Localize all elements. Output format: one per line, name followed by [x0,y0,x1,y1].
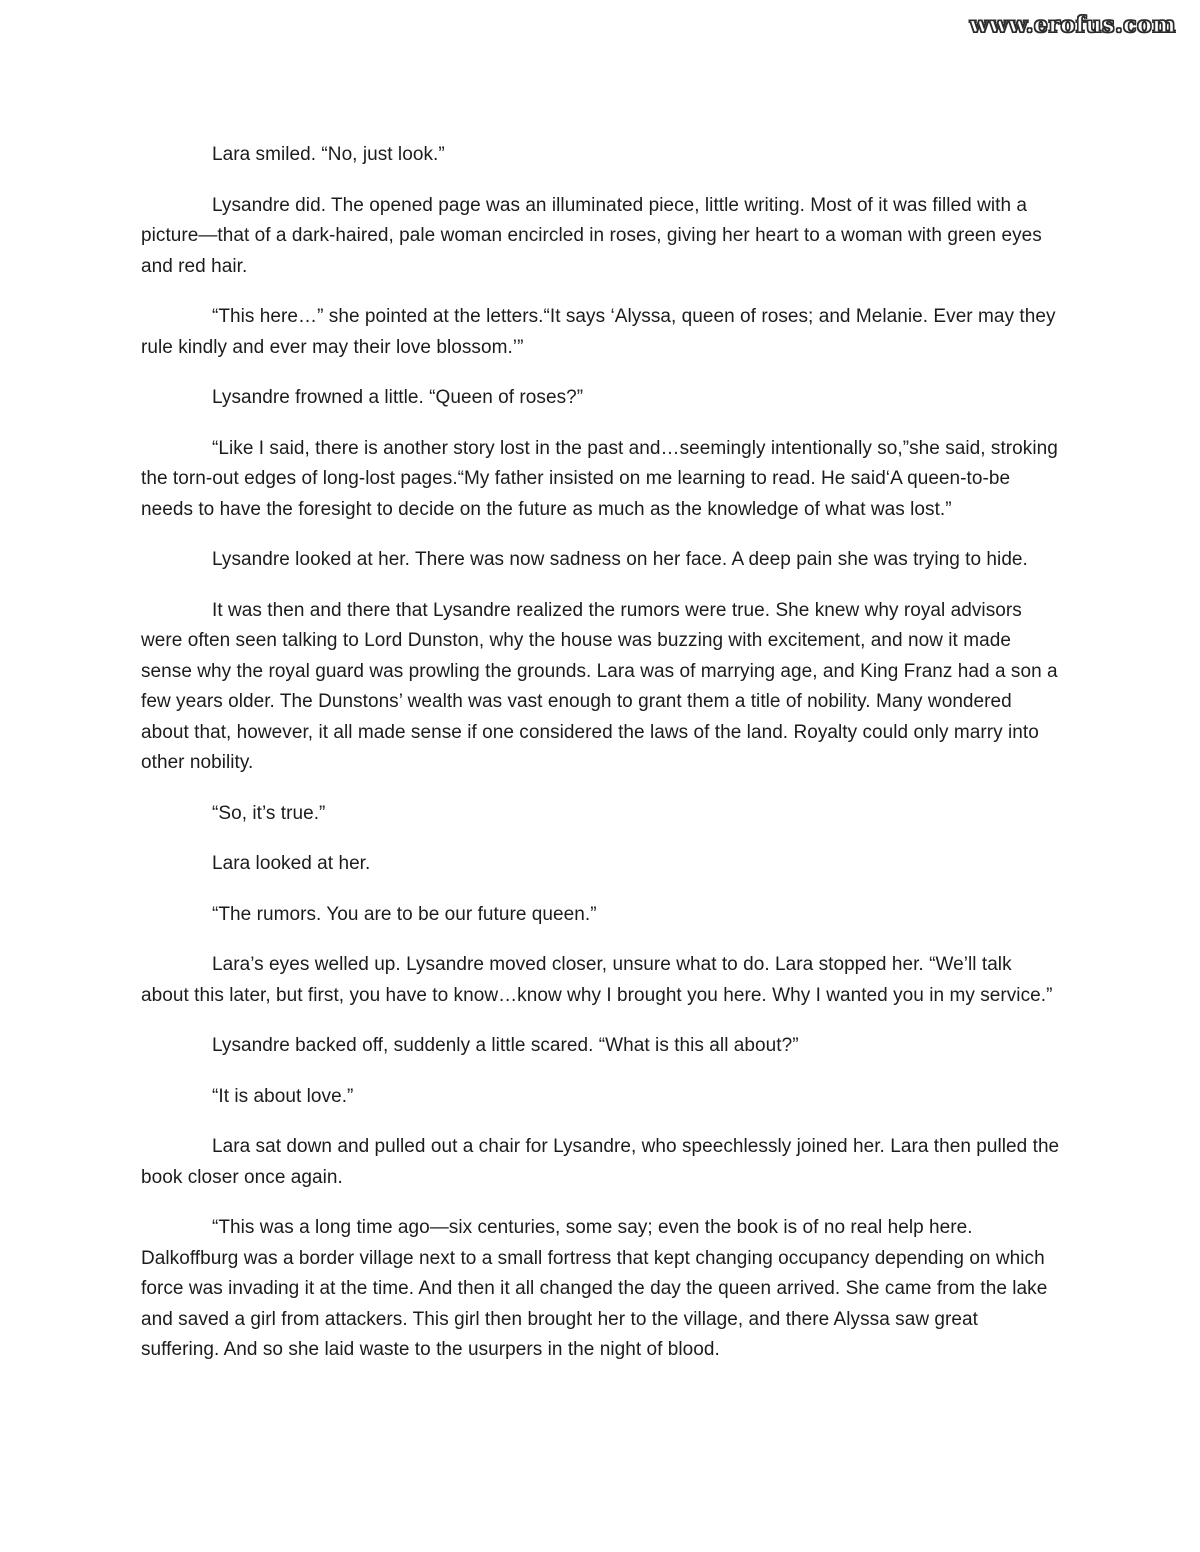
paragraph: Lara smiled. “No, just look.” [212,144,445,165]
paragraph: Lara’s eyes welled up. Lysandre moved closer, unsure what to do. Lara stopped her. “We’ll talk about this later, but first, you have to know…know why I brought you here. Why I wanted you in my service.” [141,954,1053,1006]
page-body [141,140,1061,1386]
paragraph: “So, it’s true.” [212,802,326,824]
paragraph: Lara sat down and pulled out a chair for Lysandre, who speechlessly joined her. Lara then pulled the book closer once again. [141,1136,1060,1188]
paragraph: “Like I said, there is another story lost in the past and…seemingly intentionally so,”she said, stroking the torn-out edges of long-lost pages.“My father insisted on me learning to read. He said‘A queen-to-be needs to have the foresight to decide on the future as much as the knowledge of what was lost.” [141,437,1058,520]
paragraph: Lara looked at her. [212,853,371,874]
paragraph: “This was a long time ago—six centuries, some say; even the book is of no real help here. Dalkoffburg was a border village next to a small fortress that kept changing occupancy depending on which force was invading it at the time. And then it all changed the day the queen arrived. She came from the lake and saved a girl from attackers. This girl then brought her to the village, and there Alyssa saw great suffering. And so she laid waste to the usurpers in the night of blood. [141,1217,1048,1360]
paragraph: Lysandre did. The opened page was an illuminated piece, little writing. Most of it was filled with a picture—that of a dark-haired, pale woman encircled in roses, giving her heart to a woman with green eyes and red hair. [141,194,1042,277]
paragraph: Lysandre backed off, suddenly a little scared. “What is this all about?” [212,1035,799,1056]
paragraph: “This here…” she pointed at the letters.“It says ‘Alyssa, queen of roses; and Melanie. Ever may they rule kindly and ever may their love blossom.’” [141,306,1056,358]
paragraph: “It is about love.” [212,1085,354,1107]
paragraph: “The rumors. You are to be our future queen.” [212,903,597,925]
watermark: www.erofus.com [969,12,1176,38]
paragraph: It was then and there that Lysandre realized the rumors were true. She knew why royal advisors were often seen talking to Lord Dunston, why the house was buzzing with excitement, and now it made sense why the royal guard was prowling the grounds. Lara was of marrying age, and King Franz had a son a few years older. The Dunstons’ wealth was vast enough to grant them a title of nobility. Many wondered about that, however, it all made sense if one considered the laws of the land. Royalty could only marry into other nobility. [141,599,1058,773]
paragraph: Lysandre frowned a little. “Queen of roses?” [212,387,584,408]
paragraph: Lysandre looked at her. There was now sadness on her face. A deep pain she was trying to hide. [212,549,1028,570]
